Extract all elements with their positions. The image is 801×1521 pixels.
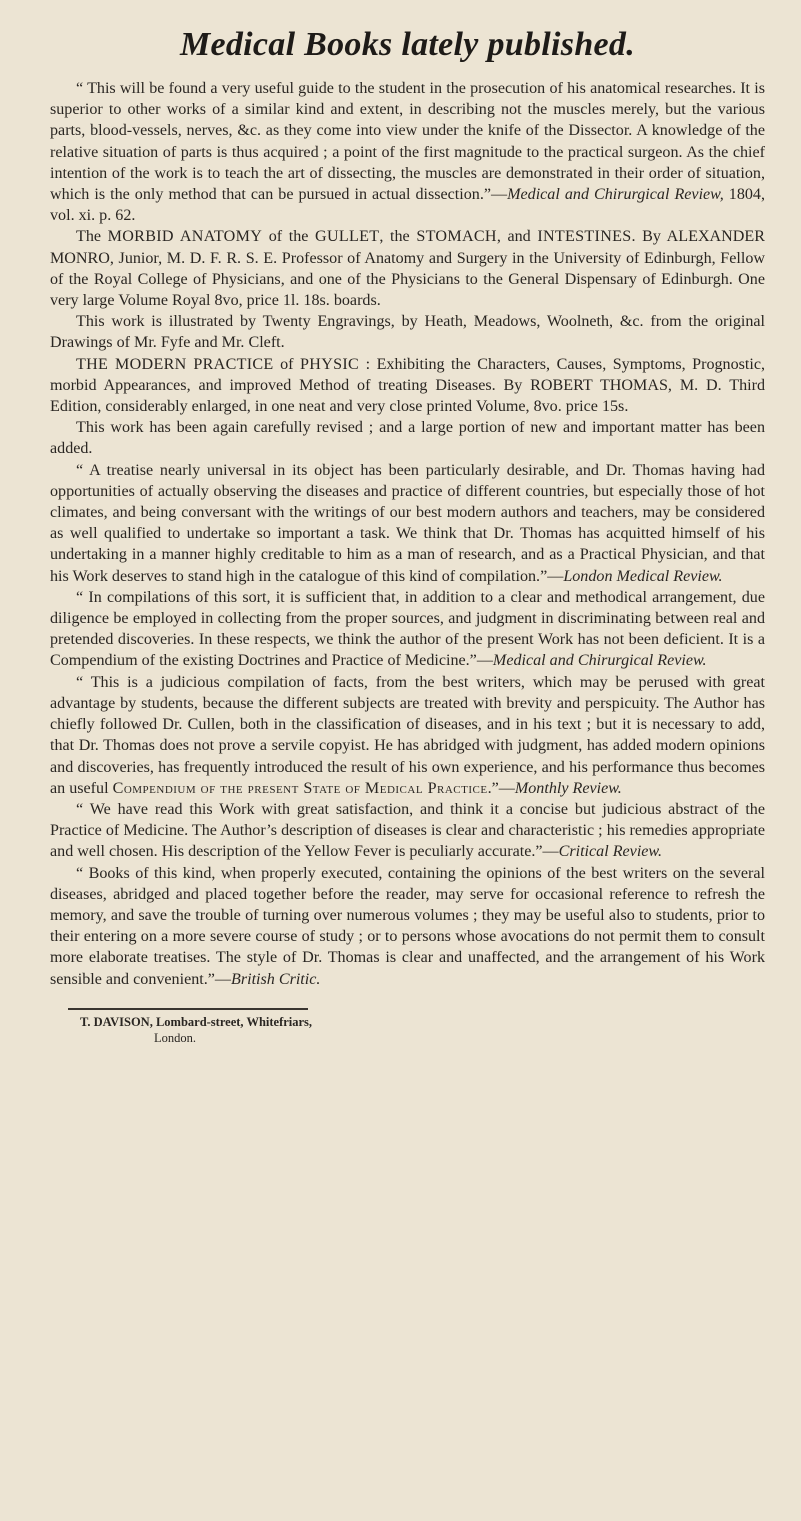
review-critical: “ We have read this Work with great satisfaction, and think it a concise but judicious abstract of the Practice of Medicine. The Author’s description of diseases is clear and characteristic ; his remedies appropriate and well chosen. His description of the Yellow Fever is peculiarly accurate.”—Critical Review.	[50, 800, 765, 861]
revision-note: This work has been again carefully revised ; and a large portion of new and important matter has been added.	[50, 419, 765, 458]
printer-imprint	[80, 1014, 765, 1046]
review-medical-chirurgical: “ In compilations of this sort, it is sufficient that, in addition to a clear and methodical arrangement, due diligence be employed in collecting from the proper sources, and judgment in discriminating between real and pretended discoveries. In these respects, we think the author of the present Work has not been deficient. It is a Compendium of the existing Doctrines and Practice of Medicine.”—Medical and Chirurgical Review.	[50, 588, 765, 670]
review-london-medical: “ A treatise nearly universal in its object has been particularly desirable, and Dr. Thomas having had opportunities of actually observing the diseases and practice of different countries, but especially those of hot climates, and being conversant with the writings of our best modern authors and teachers, may be considered as well qualified to undertake so important a task. We think that Dr. Thomas has acquitted himself of his undertaking in a manner highly creditable to him as a man of research, and as a Practical Physician, and that his Work deserves to stand high in the catalogue of this kind of compilation.”—London Medical Review.	[50, 461, 765, 585]
review-british-critic: “ Books of this kind, when properly executed, containing the opinions of the best writers on the several diseases, abridged and placed together before the reader, may serve for occasional reference to refresh the memory, and save the trouble of turning over numerous volumes ; they may be useful also to students, prior to their entering on a more severe course of study ; or to persons whose avocations do not permit them to consult more elaborate treatises. The style of Dr. Thomas is clear and unaffected, and the arrangement of his Work sensible and convenient.”—British Critic.	[50, 864, 765, 988]
review-source: Medical and Chirurgical Review,	[507, 186, 724, 204]
divider	[68, 1008, 308, 1010]
review-source: London Medical Review.	[563, 567, 723, 585]
book-entry-morbid-anatomy: The MORBID ANATOMY of the GULLET, the STOMACH, and INTESTINES. By ALEXANDER MONRO, Junior, M. D. F. R. S. E. Professor of Anatomy and Surgery in the University of Edinburgh, Fellow of the Royal College of Physicians, and one of the Physicians to the General Dispensary of Edinburgh. One very large Volume Royal 8vo, price 1l. 18s. boards.	[50, 228, 765, 310]
illustration-note: This work is illustrated by Twenty Engravings, by Heath, Meadows, Woolneth, &c. from the original Drawings of Mr. Fyfe and Mr. Cleft.	[50, 313, 765, 352]
imprint-city: London.	[154, 1030, 197, 1045]
review-monthly: “ This is a judicious compilation of facts, from the best writers, which may be perused with great advantage by students, because the different subjects are treated with brevity and perspicuity. The Author has chiefly followed Dr. Cullen, both in the classification of diseases, and in his text ; but it is necessary to add, that Dr. Thomas does not prove a servile copyist. He has abridged with judgment, has added modern opinions and discoveries, has frequently introduced the result of his own experience, and his performance thus becomes an useful Compendium of the present State of Medical Practice.”—Monthly Review.	[50, 673, 765, 797]
review-source: British Critic.	[231, 970, 321, 988]
monro-review-quote: “ This will be found a very useful guide to the student in the prosecution of his anatomical researches. It is superior to other works of a similar kind and extent, in describing not the muscles merely, but the various parts, blood-vessels, nerves, &c. as they come into view under the knife of the Dissector. A knowledge of the relative situation of parts is thus acquired ; a point of the first magnitude to the practical surgeon. As the chief intention of the work is to teach the art of dissecting, the muscles are demonstrated in their order of situation, which is the only method that can be pursued in actual dissection.”—Medical and Chirurgical Review, 1804, vol. xi. p. 62.	[50, 80, 765, 225]
advertisement-body	[50, 78, 765, 990]
page-title: Medical Books lately published.	[179, 26, 636, 63]
book-entry-modern-practice: THE MODERN PRACTICE of PHYSIC : Exhibiting the Characters, Causes, Symptoms, Prognostic, morbid Appearances, and improved Method of treating Diseases. By ROBERT THOMAS, M. D. Third Edition, considerably enlarged, in one neat and very close printed Volume, 8vo. price 15s.	[50, 355, 766, 416]
review-source: Critical Review.	[558, 843, 663, 861]
review-source: Medical and Chirurgical Review.	[492, 652, 707, 670]
imprint-line: T. DAVISON, Lombard-street, Whitefriars,	[80, 1014, 313, 1029]
review-source: Monthly Review.	[514, 779, 622, 797]
